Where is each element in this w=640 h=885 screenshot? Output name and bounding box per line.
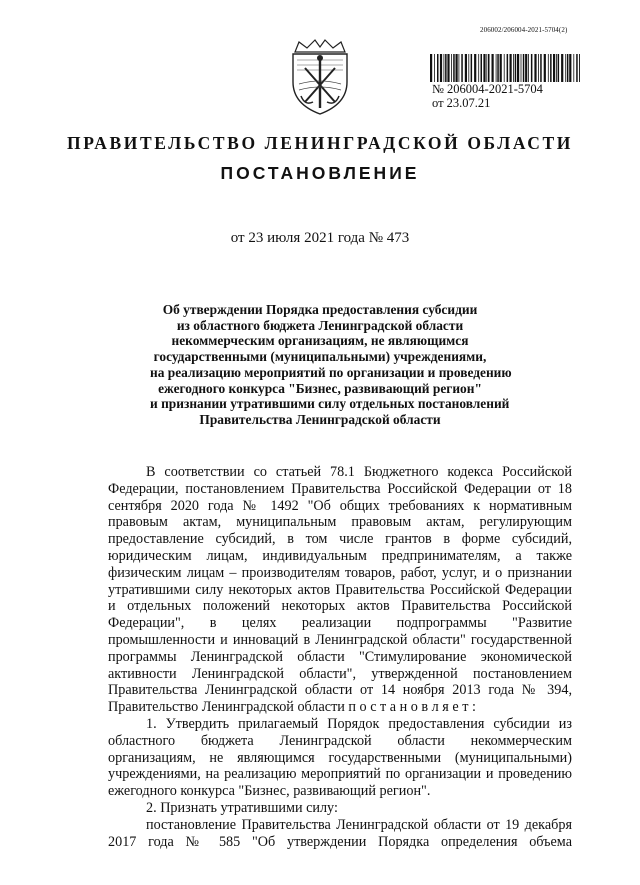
barcode-bar bbox=[444, 54, 445, 82]
decree-title bbox=[150, 302, 512, 428]
barcode-bar bbox=[459, 54, 460, 82]
title-line: государственными (муниципальными) учреждениями, bbox=[153, 349, 487, 365]
barcode-bar bbox=[465, 54, 467, 82]
barcode-bar bbox=[561, 54, 563, 82]
coat-of-arms-icon bbox=[285, 38, 355, 118]
title-line: Об утверждении Порядка предоставления субсидии bbox=[162, 302, 478, 317]
title-line: ежегодного конкурса "Бизнес, развивающий регион" bbox=[158, 380, 482, 396]
barcode-bar bbox=[538, 54, 539, 82]
title-line: на реализацию мероприятий по организации и проведению bbox=[150, 364, 512, 380]
barcode-bar bbox=[437, 54, 439, 82]
item-2-paragraph: 2. Признать утратившими силу: bbox=[146, 799, 338, 816]
title-line: Правительства Ленинградской области bbox=[199, 411, 441, 427]
barcode-bar bbox=[525, 54, 527, 82]
barcode-bar bbox=[553, 54, 555, 82]
barcode-bar bbox=[456, 54, 458, 82]
registration-number: № 206004-2021-5704 bbox=[432, 82, 543, 96]
barcode-bar bbox=[492, 54, 494, 82]
preamble-text: В соответствии со статьей 78.1 Бюджетного кодекса Российской Федерации, постановлением Правительства Российской Федерации от 18 сентября 2020 года № 1492 "Об общих требованиях к нормативным правовым актам, муниципальным правовым актам, регулирующим предоставление субсидий, в том числе грантов в форме субсидий, юридическим лицам, индивидуальным предпринимателям, а также физическим лицам – производителям товаров, работ, услуг, и о признании утратившими силу некоторых актов Правительства Российской Федерации и отдельных положений некоторых актов Правительства Российской Федерации", в целях реализации подпрограммы "Развитие промышленности и инноваций в Ленинградской области" государственной программы Ленинградской области "Стимулирование экономической активности Ленинградской области", утвержденной постановлением Правительства Ленинградской области от 14 ноября 2013 года № 394, Правительство Ленинградской области bbox=[108, 464, 572, 716]
preamble-paragraph bbox=[108, 464, 572, 716]
barcode-bar bbox=[556, 54, 557, 82]
barcode-bar bbox=[478, 54, 479, 82]
barcode-bar bbox=[500, 54, 502, 82]
barcode-bar bbox=[474, 54, 476, 82]
barcode-bar bbox=[517, 54, 519, 82]
registration-date: от 23.07.21 bbox=[432, 96, 491, 110]
barcode-bar bbox=[548, 54, 549, 82]
barcode-bar bbox=[451, 54, 452, 82]
barcode-bar bbox=[567, 54, 569, 82]
barcode-bar bbox=[528, 54, 529, 82]
barcode-icon bbox=[430, 54, 580, 82]
decree-body bbox=[108, 464, 572, 850]
issuing-authority: ПРАВИТЕЛЬСТВО ЛЕНИНГРАДСКОЙ ОБЛАСТИ bbox=[66, 133, 574, 153]
barcode-bar bbox=[471, 54, 473, 82]
barcode-bar bbox=[569, 54, 571, 82]
barcode-bar bbox=[576, 54, 578, 82]
barcode-bar bbox=[430, 54, 432, 82]
barcode-bar bbox=[486, 54, 487, 82]
barcode-bar bbox=[440, 54, 442, 82]
barcode-bar bbox=[510, 54, 512, 82]
barcode-bar bbox=[515, 54, 517, 82]
barcode-bar bbox=[573, 54, 574, 82]
resolves-word: п о с т а н о в л я е т : bbox=[348, 699, 476, 716]
barcode-bar bbox=[565, 54, 566, 82]
barcode-bar bbox=[453, 54, 455, 82]
barcode-bar bbox=[488, 54, 490, 82]
decree-date-number: от 23 июля 2021 года № 473 bbox=[230, 230, 410, 246]
title-line: некоммерческим организациям, не являющимся bbox=[171, 333, 469, 349]
barcode-bar bbox=[468, 54, 469, 82]
barcode-bar bbox=[534, 54, 536, 82]
barcode-bar bbox=[445, 54, 447, 82]
barcode-bar bbox=[523, 54, 525, 82]
barcode-bar bbox=[558, 54, 560, 82]
barcode-bar bbox=[579, 54, 580, 82]
barcode-bar bbox=[540, 54, 542, 82]
title-line: и признании утратившими силу отдельных постановлений bbox=[150, 396, 510, 412]
barcode-bar bbox=[507, 54, 509, 82]
barcode-bar bbox=[531, 54, 533, 82]
barcode-bar bbox=[544, 54, 546, 82]
barcode-bar bbox=[434, 54, 435, 82]
barcode-bar bbox=[513, 54, 514, 82]
barcode-bar bbox=[481, 54, 483, 82]
title-line: из областного бюджета Ленинградской области bbox=[176, 317, 464, 333]
item-1-paragraph: 1. Утвердить прилагаемый Порядок предоставления субсидии из областного бюджета Ленинградской области некоммерческим организациям, не являющимся государственными (муниципальными) учреждениями, на реализацию мероприятий по организации и проведению ежегодного конкурса "Бизнес, развивающий регион". bbox=[108, 715, 572, 800]
item-2-subparagraph: постановление Правительства Ленинградской области от 19 декабря 2017 года № 585 "Об утверждении Порядка определения объема bbox=[108, 816, 572, 850]
barcode-bar bbox=[483, 54, 485, 82]
barcode-bar bbox=[497, 54, 499, 82]
barcode-bar bbox=[504, 54, 505, 82]
barcode-bar bbox=[550, 54, 552, 82]
barcode-bar bbox=[521, 54, 522, 82]
barcode-bar bbox=[461, 54, 463, 82]
barcode-bar bbox=[447, 54, 449, 82]
barcode-bar bbox=[496, 54, 497, 82]
document-type: ПОСТАНОВЛЕНИЕ bbox=[220, 163, 420, 183]
top-reference: 206002/206004-2021-5704(2) bbox=[480, 26, 568, 34]
